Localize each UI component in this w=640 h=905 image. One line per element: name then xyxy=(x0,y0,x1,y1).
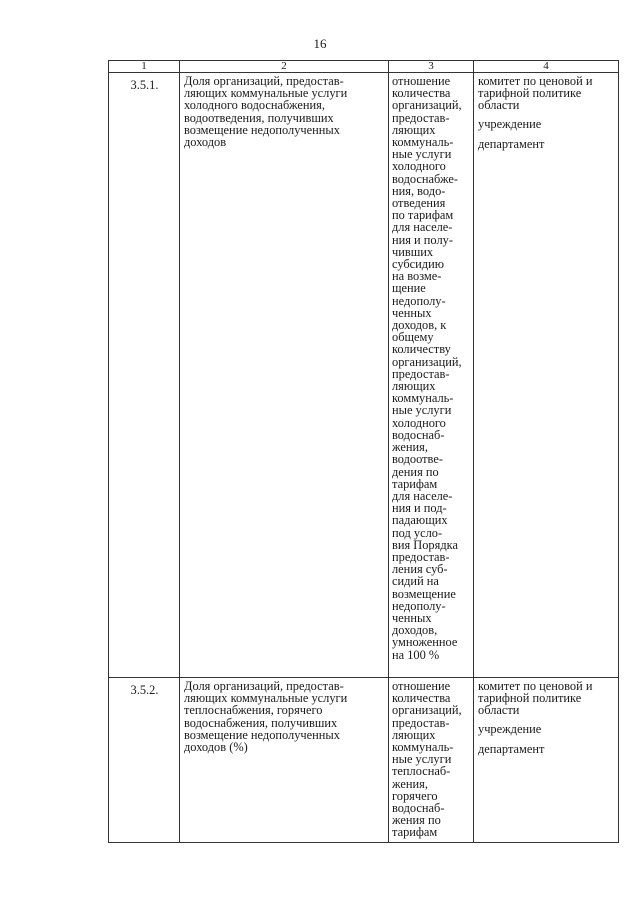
text-line: ляющих коммунальные услуги xyxy=(184,691,348,706)
text-line: для населе- xyxy=(392,488,453,503)
text-line: дения по xyxy=(392,464,439,479)
responsible-party: учреждение xyxy=(478,116,542,131)
text-line: ления суб- xyxy=(392,562,448,577)
text-line: холодного водоснабжения, xyxy=(184,98,325,113)
text-line: водоснаб- xyxy=(392,427,445,442)
text-line: водоотве- xyxy=(392,452,443,467)
text-line: ляющих коммунальные услуги xyxy=(184,86,348,101)
text-line: ные услуги xyxy=(392,752,452,767)
text-line: ные услуги xyxy=(392,403,452,418)
responsible-party: департамент xyxy=(478,136,545,151)
text-line: жения, xyxy=(392,776,428,791)
text-line: под усло- xyxy=(392,525,443,540)
responsible-parties xyxy=(474,73,619,678)
responsible-party: департамент xyxy=(478,741,545,756)
column-header-3: 3 xyxy=(389,61,474,73)
text-line: доходов (%) xyxy=(184,740,248,755)
table-row xyxy=(109,73,619,678)
text-line: вия Порядка xyxy=(392,537,458,552)
text-line: отведения xyxy=(392,196,446,211)
text-line: доходов, к xyxy=(392,318,447,333)
indicators-table xyxy=(108,60,619,843)
indicator-name xyxy=(180,678,389,843)
responsible-party: учреждение xyxy=(478,721,542,736)
text-line: горячего xyxy=(392,788,438,803)
text-line: количества xyxy=(392,691,451,706)
text-line: ния и под- xyxy=(392,501,447,516)
text-line: недополу- xyxy=(392,293,446,308)
text-line: предостав- xyxy=(392,110,450,125)
text-line: водоснаб- xyxy=(392,801,445,816)
text-line: водоснабже- xyxy=(392,171,459,186)
row-number: 3.5.1. xyxy=(109,73,180,678)
responsible-party: комитет по ценовой и тарифной политике области xyxy=(478,74,593,113)
text-line: коммуналь- xyxy=(392,740,454,755)
text-line: на возме- xyxy=(392,269,442,284)
text-line: ния и полу- xyxy=(392,232,453,247)
text-line: холодного xyxy=(392,415,446,430)
text-line: для населе- xyxy=(392,220,453,235)
text-line: доходов, xyxy=(392,623,438,638)
text-line: отношение xyxy=(392,74,451,88)
column-header-4: 4 xyxy=(474,61,619,73)
text-line: умноженное xyxy=(392,635,458,650)
text-line: возмещение недополученных xyxy=(184,727,340,742)
text-line: возмещение xyxy=(392,586,456,601)
text-line: доходов xyxy=(184,135,227,150)
text-line: по тарифам xyxy=(392,208,454,223)
header-row xyxy=(109,61,619,73)
text-line: ния, водо- xyxy=(392,183,446,198)
text-line: общему xyxy=(392,330,434,345)
text-line: тарифам xyxy=(392,476,438,491)
responsible-parties xyxy=(474,678,619,843)
text-line: жения по xyxy=(392,813,441,828)
text-line: сидий на xyxy=(392,574,439,589)
text-line: ляющих xyxy=(392,122,436,137)
text-line: коммуналь- xyxy=(392,135,454,150)
row-number: 3.5.2. xyxy=(109,678,180,843)
text-line: возмещение недополученных xyxy=(184,122,340,137)
text-line: предостав- xyxy=(392,366,450,381)
text-line: щение xyxy=(392,281,426,296)
text-line: ляющих xyxy=(392,727,436,742)
text-line: тарифам xyxy=(392,825,438,840)
text-line: теплоснаб- xyxy=(392,764,451,779)
text-line: предостав- xyxy=(392,715,450,730)
text-line: организаций, xyxy=(392,354,462,369)
text-line: на 100 % xyxy=(392,647,440,662)
indicator-name xyxy=(180,73,389,678)
text-line: чивших xyxy=(392,244,434,259)
text-line: отношение xyxy=(392,679,451,693)
text-line: ные услуги xyxy=(392,147,452,162)
text-line: Доля организаций, предостав- xyxy=(184,74,344,88)
text-line: ченных xyxy=(392,305,432,320)
text-line: ченных xyxy=(392,610,432,625)
column-header-1: 1 xyxy=(109,61,180,73)
text-line: падающих xyxy=(392,513,448,528)
text-line: количеству xyxy=(392,342,451,357)
page-number: 16 xyxy=(313,36,327,51)
indicator-formula xyxy=(389,678,474,843)
text-line: ляющих xyxy=(392,379,436,394)
text-line: жения, xyxy=(392,440,428,455)
column-header-2: 2 xyxy=(180,61,389,73)
text-line: водоотведения, получивших xyxy=(184,110,334,125)
text-line: коммуналь- xyxy=(392,391,454,406)
table-row xyxy=(109,678,619,843)
indicator-formula xyxy=(389,73,474,678)
text-line: организаций, xyxy=(392,703,462,718)
text-line: предостав- xyxy=(392,549,450,564)
text-line: количества xyxy=(392,86,451,101)
text-line: Доля организаций, предостав- xyxy=(184,679,344,693)
text-line: субсидию xyxy=(392,257,444,272)
text-line: водоснабжения, получивших xyxy=(184,715,338,730)
text-line: холодного xyxy=(392,159,446,174)
text-line: организаций, xyxy=(392,98,462,113)
text-line: теплоснабжения, горячего xyxy=(184,703,323,718)
responsible-party: комитет по ценовой и тарифной политике области xyxy=(478,679,593,718)
text-line: недополу- xyxy=(392,598,446,613)
